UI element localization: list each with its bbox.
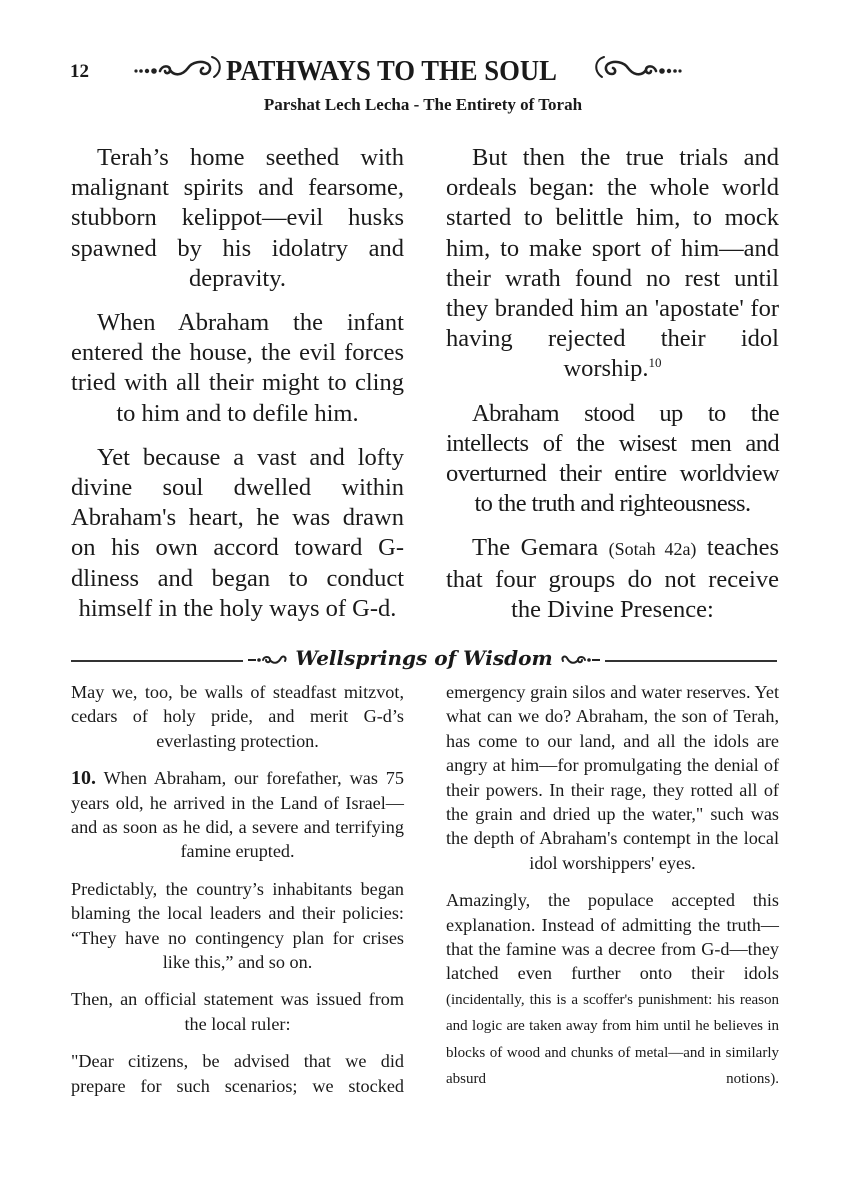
main-left-column: [71, 143, 404, 638]
footnotes-right-column: [446, 680, 779, 1105]
footnote-paragraph: Predictably, the country’s inhabitants began blaming the local leaders and their policies: “They have no contingency plan for crises like this,” and so on.: [71, 878, 404, 973]
footnote-paragraph: [446, 888, 779, 1091]
divider-heading: [71, 646, 777, 672]
flourish-left-icon: [130, 52, 226, 90]
running-header: [130, 52, 730, 90]
section-divider: [71, 648, 777, 672]
body-paragraph: [446, 143, 779, 385]
paragraph-text: Amazingly, the populace accepted this explanation. Instead of admitting the truth—that the famine was a decree from G-d—they latched even further onto their idols: [446, 890, 779, 984]
flourish-small-left-icon: [248, 648, 288, 672]
footnote-paragraph: May we, too, be walls of steadfast mitzvot, cedars of holy pride, and merit G-d’s everlasting protection.: [71, 682, 404, 751]
main-right-column: [446, 143, 779, 639]
footnote-paragraph: [71, 766, 404, 864]
footnote-paragraph: emergency grain silos and water reserves. Yet what can we do? Abraham, the son of Terah, has come to our land, and all the idols are angry at him—for promulgating the denial of their powers. In their rage, they rotted all of the grain and dried up the water," such was the depth of Abraham's contempt in the local idol worshippers' eyes.: [446, 682, 779, 873]
footnote-paragraph: Then, an official statement was issued from the local ruler:: [71, 989, 404, 1034]
publication-title: PATHWAYS TO THE SOUL: [226, 54, 557, 87]
flourish-small-right-icon: [560, 648, 600, 672]
body-paragraph: Yet because a vast and lofty divine soul dwelled within Abraham's heart, he was drawn on his own accord toward G-dliness and began to conduct himself in the holy ways of G-d.: [71, 443, 404, 622]
paragraph-text: But then the true trials and ordeals began: the whole world started to belittle him, to mock him, to make sport of him—and their wrath found no rest until they branded him an 'apostate' for having rejected their idol worship.: [446, 144, 779, 383]
source-citation: (Sotah 42a): [608, 539, 697, 560]
paragraph-text: When Abraham, our forefather, was 75 years old, he arrived in the Land of Israel—and as soon as he did, a severe and terrifying famine erupted.: [71, 768, 404, 862]
footnote-paragraph: "Dear citizens, be advised that we did prepare for such scenarios; we stocked: [71, 1051, 404, 1096]
paragraph-text: teaches that four groups do not receive the Divine Presence:: [446, 534, 780, 623]
body-paragraph: Terah’s home seethed with malignant spirits and fearsome, stubborn kelippot—evil husks spawned by his idolatry and depravity.: [71, 144, 404, 292]
parenthetical-aside: (incidentally, this is a scoffer's punishment: his reason and logic are taken away from him until he believes in blocks of wood and chunks of metal—and in similarly absurd notions).: [446, 991, 779, 1088]
footnotes-left-column: [71, 680, 404, 1111]
chapter-subtitle: Parshat Lech Lecha - The Entirety of Torah: [263, 95, 583, 114]
body-paragraph: [446, 533, 779, 625]
page-number: 12: [70, 61, 89, 82]
footnote-reference[interactable]: 10: [648, 355, 662, 371]
divider-label: Wellsprings of Wisdom: [295, 646, 553, 670]
body-paragraph: Abraham stood up to the intellects of the wisest men and overturned their entire worldview to the truth and righteousness.: [446, 399, 779, 518]
paragraph-text: The Gemara: [472, 534, 609, 562]
flourish-right-icon: [590, 52, 686, 90]
footnote-number: 10.: [71, 767, 96, 790]
body-paragraph: When Abraham the infant entered the house, the evil forces tried with all their might to cling to him and to defile him.: [71, 309, 404, 427]
